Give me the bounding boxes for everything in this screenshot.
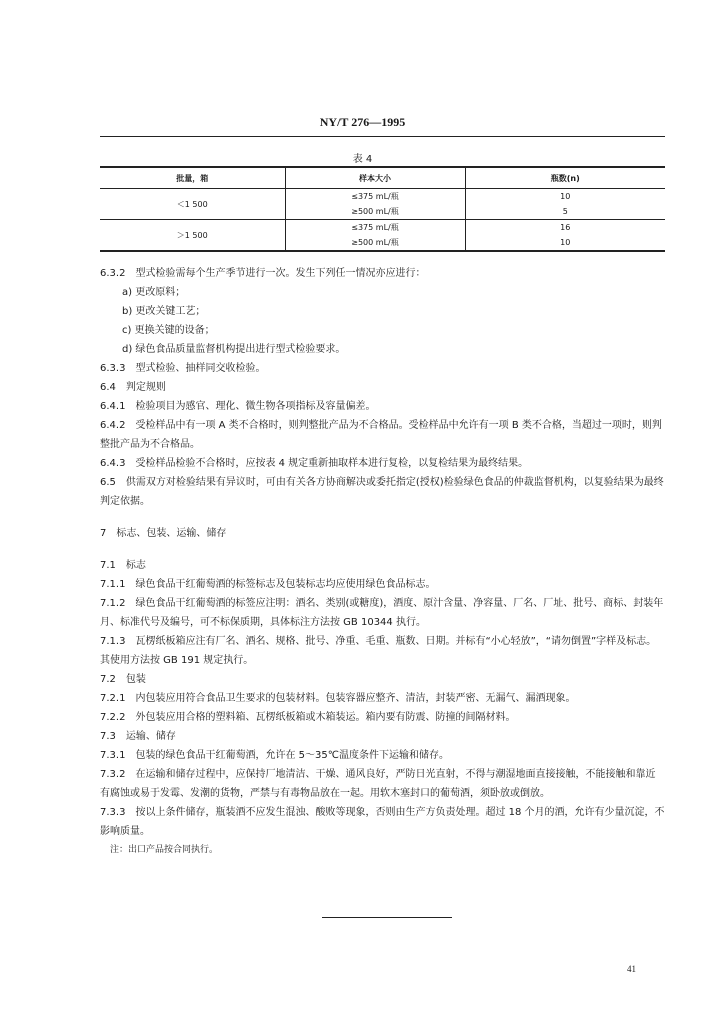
list-item: d) 绿色食品质量监督机构提出进行型式检验要求。 (122, 344, 346, 355)
clause-7-3-1: 7.3.1 包装的绿色食品干红葡萄酒，允许在 5～35℃温度条件下运输和储存。 (100, 750, 449, 761)
header-batch: 批量，箱 (100, 167, 285, 189)
clause-7-1-2: 7.1.2 绿色食品干红葡萄酒的标签应注明：酒名、类别(或糖度)，酒度、原汁含量、净容量、厂名、厂址、批号、商标、封装年月、标准代号及编号，可不标保质期，具体标注方法按 GB 10344 执行。 (100, 598, 664, 628)
table-row (100, 220, 665, 236)
header-sample-size: 样本大小 (285, 167, 465, 189)
end-rule (322, 917, 452, 918)
clause-6-4-2: 6.4.2 受检样品中有一项 A 类不合格时，则判整批产品为不合格品。受检样品中允许有一项 B 类不合格，当超过一项时，则判整批产品为不合格品。 (100, 420, 662, 450)
clause-7-3-3: 7.3.3 按以上条件储存，瓶装酒不应发生混浊、酸败等现象，否则由生产方负责处理。超过 18 个月的酒，允许有少量沉淀，不影响质量。 (100, 807, 665, 837)
clause-6-4-1: 6.4.1 检验项目为感官、理化、微生物各项指标及容量偏差。 (100, 401, 376, 412)
sample-size-cell: ≥500 mL/瓶 (285, 235, 465, 251)
clause-7-1-1: 7.1.1 绿色食品干红葡萄酒的标签标志及包装标志均应使用绿色食品标志。 (100, 579, 436, 590)
list-item: a) 更改原料； (122, 287, 186, 298)
standard-code: NY/T 276—1995 (319, 115, 406, 129)
sample-size-cell: ≥500 mL/瓶 (285, 204, 465, 220)
heading-7-1: 7.1 标志 (100, 560, 146, 571)
heading-7-3: 7.3 运输、储存 (100, 731, 176, 742)
header-rule (100, 136, 665, 137)
clause-6-4-3: 6.4.3 受检样品检验不合格时，应按表 4 规定重新抽取样本进行复检，以复检结果为最终结果。 (100, 458, 529, 469)
list-item: c) 更换关键的设备； (122, 325, 215, 336)
table-row (100, 189, 665, 205)
list-item: b) 更改关键工艺； (122, 306, 206, 317)
bottle-count-cell: 16 (465, 220, 665, 236)
table-header-row (100, 167, 665, 189)
heading-7-2: 7.2 包装 (100, 674, 146, 685)
clause-6-3-2: 6.3.2 型式检验需每个生产季节进行一次。发生下列任一情况亦应进行： (100, 268, 426, 279)
heading-6-4: 6.4 判定规则 (100, 382, 166, 393)
table-caption: 表 4 (352, 154, 373, 165)
clause-7-2-1: 7.2.1 内包装应用符合食品卫生要求的包装材料。包装容器应整齐、清洁，封装严密、无漏气、漏酒现象。 (100, 693, 576, 704)
clause-7-3-2: 7.3.2 在运输和储存过程中，应保持厂地清洁、干燥、通风良好，严防日光直射，不得与潮湿地面直接接触，不能接触和靠近有腐蚀或易于发霉、发潮的货物，严禁与有毒物品放在一起。用软木塞封口的葡萄酒，须卧放或倒放。 (100, 769, 656, 799)
footnote: 注：出口产品按合同执行。 (110, 845, 219, 855)
batch-cell: ＜1 500 (100, 189, 285, 220)
clause-6-5: 6.5 供需双方对检验结果有异议时，可由有关各方协商解决或委托指定(授权)检验绿色食品的仲裁监督机构，以复验结果为最终判定依据。 (100, 477, 664, 507)
sample-size-cell: ≤375 mL/瓶 (285, 220, 465, 236)
clause-7-1-3: 7.1.3 瓦楞纸板箱应注有厂名、酒名、规格、批号、净重、毛重、瓶数、日期。并标有“小心轻放”，“请勿倒置”字样及标志。其使用方法按 GB 191 规定执行。 (100, 636, 657, 666)
clause-6-3-3: 6.3.3 型式检验、抽样同交收检验。 (100, 363, 266, 374)
bottle-count-cell: 10 (465, 235, 665, 251)
clause-7-2-2: 7.2.2 外包装应用合格的塑料箱、瓦楞纸板箱或木箱装运。箱内要有防震、防撞的间隔材料。 (100, 712, 516, 723)
section-heading-7: 7 标志、包装、运输、储存 (100, 528, 227, 539)
bottle-count-cell: 5 (465, 204, 665, 220)
document-body (100, 264, 665, 860)
sample-size-cell: ≤375 mL/瓶 (285, 189, 465, 205)
sampling-table (100, 166, 665, 252)
batch-cell: ＞1 500 (100, 220, 285, 252)
header-bottle-count: 瓶数(n) (465, 167, 665, 189)
page-number: 41 (627, 964, 636, 974)
bottle-count-cell: 10 (465, 189, 665, 205)
